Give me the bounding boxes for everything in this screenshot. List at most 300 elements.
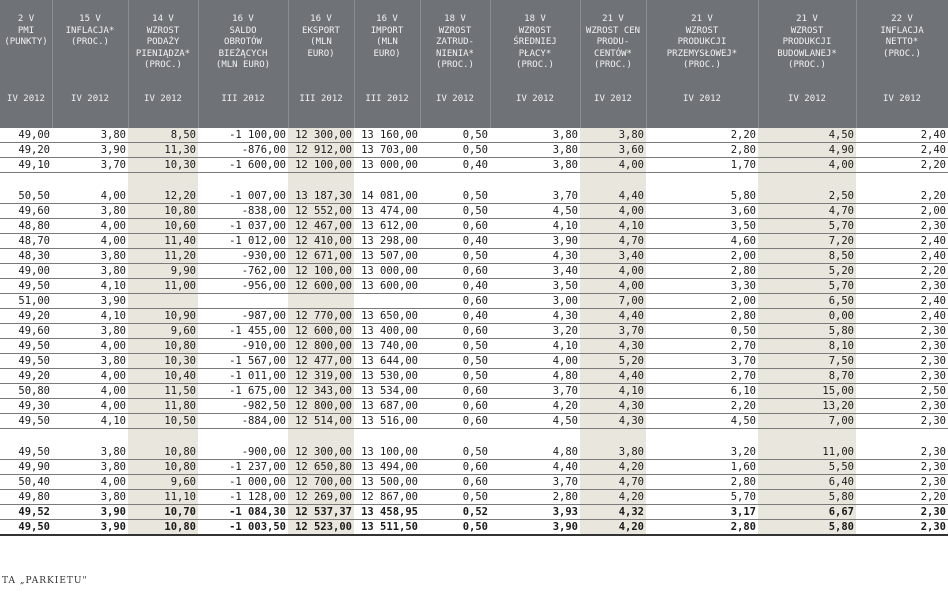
column-divider bbox=[128, 0, 129, 128]
table-cell bbox=[198, 429, 288, 446]
table-cell: 0,60 bbox=[420, 324, 490, 339]
table-row bbox=[0, 219, 948, 234]
table-cell: 10,70 bbox=[128, 505, 198, 520]
table-cell: 12 912,00 bbox=[288, 143, 354, 158]
table-cell: 2,30 bbox=[856, 369, 948, 384]
table-cell: 4,00 bbox=[580, 264, 646, 279]
table-cell: 2,50 bbox=[856, 384, 948, 399]
column-divider bbox=[758, 0, 759, 128]
table-cell: 11,20 bbox=[128, 249, 198, 264]
table-cell: 3,90 bbox=[490, 234, 580, 249]
table-row bbox=[0, 414, 948, 429]
column-header-line: (PROC.) bbox=[144, 60, 182, 70]
column-header-line: (PROC.) bbox=[436, 60, 474, 70]
table-cell: 4,90 bbox=[758, 143, 856, 158]
table-cell: 49,60 bbox=[0, 324, 52, 339]
table-cell: 51,00 bbox=[0, 294, 52, 309]
table-cell bbox=[646, 429, 758, 446]
table-cell: -1 567,00 bbox=[198, 354, 288, 369]
table-cell: 8,50 bbox=[128, 128, 198, 143]
table-cell: 4,20 bbox=[580, 460, 646, 475]
table-cell: 12 537,37 bbox=[288, 505, 354, 520]
table-cell: 13 458,95 bbox=[354, 505, 420, 520]
table-row bbox=[0, 279, 948, 294]
data-table bbox=[0, 128, 948, 536]
table-cell: 6,67 bbox=[758, 505, 856, 520]
table-cell: 13 187,30 bbox=[288, 189, 354, 204]
table-cell: 11,10 bbox=[128, 490, 198, 505]
column-period: IV 2012 bbox=[436, 94, 474, 104]
column-period: IV 2012 bbox=[788, 94, 826, 104]
table-cell: 0,60 bbox=[420, 384, 490, 399]
table-cell: -876,00 bbox=[198, 143, 288, 158]
table-cell: -1 237,00 bbox=[198, 460, 288, 475]
table-row bbox=[0, 324, 948, 339]
table-cell: 7,20 bbox=[758, 234, 856, 249]
table-cell: 50,40 bbox=[0, 475, 52, 490]
table-cell: -956,00 bbox=[198, 279, 288, 294]
table-cell: 4,00 bbox=[580, 204, 646, 219]
table-cell: 0,50 bbox=[420, 354, 490, 369]
table-cell: 12 671,00 bbox=[288, 249, 354, 264]
table-cell: 0,60 bbox=[420, 460, 490, 475]
table-cell: 4,10 bbox=[52, 279, 128, 294]
table-cell: 10,80 bbox=[128, 445, 198, 460]
column-header-line: PMI bbox=[17, 25, 35, 36]
table-cell: 4,50 bbox=[490, 414, 580, 429]
table-cell: 0,50 bbox=[420, 143, 490, 158]
table-cell: 2,30 bbox=[856, 324, 948, 339]
table-cell: 0,50 bbox=[646, 324, 758, 339]
table-cell: -987,00 bbox=[198, 309, 288, 324]
table-cell: 49,50 bbox=[0, 520, 52, 536]
column-header-line: 16 V bbox=[310, 14, 332, 24]
table-cell: 7,50 bbox=[758, 354, 856, 369]
column-header bbox=[0, 14, 52, 104]
column-header-line: (PUNKTY) bbox=[4, 37, 48, 47]
table-cell: 4,40 bbox=[580, 309, 646, 324]
table-cell bbox=[420, 429, 490, 446]
table-cell: 49,00 bbox=[0, 264, 52, 279]
table-cell: 2,20 bbox=[856, 264, 948, 279]
table-cell: 3,80 bbox=[52, 204, 128, 219]
table-cell: 5,80 bbox=[646, 189, 758, 204]
table-cell bbox=[288, 173, 354, 190]
table-cell: 13 534,00 bbox=[354, 384, 420, 399]
table-cell: 12 100,00 bbox=[288, 264, 354, 279]
table-cell: 13 400,00 bbox=[354, 324, 420, 339]
table-cell: 0,50 bbox=[420, 369, 490, 384]
table-cell: 7,00 bbox=[758, 414, 856, 429]
column-header bbox=[856, 14, 948, 104]
table-cell: 3,60 bbox=[580, 143, 646, 158]
table-cell: 8,10 bbox=[758, 339, 856, 354]
table-cell: 2,30 bbox=[856, 339, 948, 354]
table-cell: 10,80 bbox=[128, 520, 198, 536]
table-row bbox=[0, 490, 948, 505]
table-cell: 4,32 bbox=[580, 505, 646, 520]
column-period: III 2012 bbox=[221, 94, 265, 104]
source-note: TA „PARKIETU" bbox=[2, 576, 88, 586]
table-cell: 5,20 bbox=[580, 354, 646, 369]
table-cell: 13 000,00 bbox=[354, 264, 420, 279]
table-cell: 12 410,00 bbox=[288, 234, 354, 249]
table-row bbox=[0, 399, 948, 414]
table-cell: 13 500,00 bbox=[354, 475, 420, 490]
table-cell: 2,80 bbox=[490, 490, 580, 505]
table-cell: 13 650,00 bbox=[354, 309, 420, 324]
table-cell: 3,17 bbox=[646, 505, 758, 520]
table-cell: 3,93 bbox=[490, 505, 580, 520]
table-cell: 3,80 bbox=[490, 143, 580, 158]
summary-row bbox=[0, 520, 948, 536]
table-cell bbox=[198, 173, 288, 190]
table-row bbox=[0, 128, 948, 143]
table-cell: 2,20 bbox=[646, 128, 758, 143]
table-cell: 12 100,00 bbox=[288, 158, 354, 173]
table-cell: 7,00 bbox=[580, 294, 646, 309]
table-cell: 13 511,50 bbox=[354, 520, 420, 536]
table-cell: 3,80 bbox=[52, 324, 128, 339]
column-header-line: (PROC.) bbox=[71, 37, 109, 47]
table-cell: 6,10 bbox=[646, 384, 758, 399]
column-header bbox=[758, 14, 856, 104]
table-cell: -762,00 bbox=[198, 264, 288, 279]
table-cell: 4,80 bbox=[490, 369, 580, 384]
table-cell: 2,30 bbox=[856, 279, 948, 294]
table-cell: 13 644,00 bbox=[354, 354, 420, 369]
column-header-line: 16 V bbox=[232, 14, 254, 24]
table-row bbox=[0, 189, 948, 204]
table-cell: 11,30 bbox=[128, 143, 198, 158]
table-cell: 2,80 bbox=[646, 143, 758, 158]
table-cell: 4,20 bbox=[580, 520, 646, 536]
table-cell: 2,30 bbox=[856, 520, 948, 536]
table-cell: 3,40 bbox=[580, 249, 646, 264]
table-cell: 49,00 bbox=[0, 128, 52, 143]
column-header-line: 18 V bbox=[524, 14, 546, 24]
table-row bbox=[0, 354, 948, 369]
table-cell: 4,30 bbox=[580, 399, 646, 414]
table-cell: 4,00 bbox=[52, 219, 128, 234]
column-header-line: 15 V bbox=[79, 14, 101, 24]
summary-row bbox=[0, 505, 948, 520]
column-divider bbox=[354, 0, 355, 128]
column-header-line: EURO) bbox=[373, 48, 401, 59]
table-cell bbox=[490, 429, 580, 446]
table-cell: 9,60 bbox=[128, 324, 198, 339]
column-divider bbox=[856, 0, 857, 128]
table-cell: 3,80 bbox=[52, 128, 128, 143]
table-row bbox=[0, 204, 948, 219]
table-cell: 0,52 bbox=[420, 505, 490, 520]
column-header-line: SALDO bbox=[229, 25, 257, 36]
table-row bbox=[0, 249, 948, 264]
table-row bbox=[0, 234, 948, 249]
column-header-line: 14 V bbox=[152, 14, 174, 24]
table-cell: 3,70 bbox=[52, 158, 128, 173]
column-header bbox=[52, 14, 128, 104]
table-cell: 2,00 bbox=[856, 204, 948, 219]
table-cell: 1,60 bbox=[646, 460, 758, 475]
column-period: IV 2012 bbox=[883, 94, 921, 104]
table-cell: 12 552,00 bbox=[288, 204, 354, 219]
table-cell: 3,80 bbox=[580, 128, 646, 143]
table-cell: 0,50 bbox=[420, 128, 490, 143]
table-cell: 4,10 bbox=[580, 384, 646, 399]
table-cell: 2,80 bbox=[646, 475, 758, 490]
table-cell: -1 675,00 bbox=[198, 384, 288, 399]
table-row bbox=[0, 445, 948, 460]
table-cell bbox=[354, 294, 420, 309]
column-header-line: WZROST bbox=[518, 25, 552, 36]
table-cell: 10,80 bbox=[128, 460, 198, 475]
column-header-line: PIENIĄDZA* bbox=[135, 48, 191, 59]
table-cell: 4,10 bbox=[52, 414, 128, 429]
column-header bbox=[354, 14, 420, 104]
table-row bbox=[0, 264, 948, 279]
table-cell bbox=[128, 429, 198, 446]
table-cell: 4,30 bbox=[490, 249, 580, 264]
table-cell: 3,70 bbox=[490, 475, 580, 490]
column-header-line: WZROST bbox=[146, 25, 180, 36]
column-header-line: 22 V bbox=[891, 14, 913, 24]
column-header-line: (PROC.) bbox=[683, 60, 721, 70]
table-cell: 4,00 bbox=[580, 279, 646, 294]
column-header-line: 21 V bbox=[691, 14, 713, 24]
column-header-line: 16 V bbox=[376, 14, 398, 24]
table-cell: 4,60 bbox=[646, 234, 758, 249]
table-cell bbox=[490, 173, 580, 190]
column-divider bbox=[52, 0, 53, 128]
spacer-row bbox=[0, 173, 948, 190]
table-cell: 3,80 bbox=[490, 158, 580, 173]
table-cell: 0,60 bbox=[420, 294, 490, 309]
column-header-line: 21 V bbox=[796, 14, 818, 24]
table-cell: 10,50 bbox=[128, 414, 198, 429]
table-cell: 4,40 bbox=[490, 460, 580, 475]
table-cell bbox=[288, 429, 354, 446]
column-divider bbox=[288, 0, 289, 128]
table-cell: 49,80 bbox=[0, 490, 52, 505]
table-cell: 49,50 bbox=[0, 414, 52, 429]
table-row bbox=[0, 158, 948, 173]
table-cell: 3,70 bbox=[580, 324, 646, 339]
table-cell: 1,70 bbox=[646, 158, 758, 173]
table-cell: 3,80 bbox=[52, 249, 128, 264]
table-cell: 4,00 bbox=[52, 339, 128, 354]
table-cell: 12,20 bbox=[128, 189, 198, 204]
table-cell: 0,40 bbox=[420, 309, 490, 324]
table-cell: -1 007,00 bbox=[198, 189, 288, 204]
table-cell: 5,80 bbox=[758, 490, 856, 505]
table-cell: 12 269,00 bbox=[288, 490, 354, 505]
table-cell: 2,40 bbox=[856, 128, 948, 143]
table-cell: 4,30 bbox=[580, 414, 646, 429]
table-cell: 13 600,00 bbox=[354, 279, 420, 294]
table-cell: 6,50 bbox=[758, 294, 856, 309]
table-cell: 2,80 bbox=[646, 309, 758, 324]
column-header-line: (PROC.) bbox=[883, 48, 921, 59]
table-cell: -1 037,00 bbox=[198, 219, 288, 234]
table-cell: -884,00 bbox=[198, 414, 288, 429]
column-divider bbox=[646, 0, 647, 128]
table-cell: 0,40 bbox=[420, 158, 490, 173]
column-header-line: NETTO* bbox=[885, 37, 919, 47]
table-cell: 2,30 bbox=[856, 414, 948, 429]
column-period: III 2012 bbox=[299, 94, 343, 104]
table-cell bbox=[580, 173, 646, 190]
table-cell: 0,50 bbox=[420, 339, 490, 354]
column-header bbox=[490, 14, 580, 104]
column-period: IV 2012 bbox=[144, 94, 182, 104]
table-cell: -1 003,50 bbox=[198, 520, 288, 536]
table-cell: 12 300,00 bbox=[288, 128, 354, 143]
table-cell: 10,80 bbox=[128, 339, 198, 354]
column-header-line: ZATRUD- bbox=[436, 37, 474, 47]
table-cell: 4,00 bbox=[52, 369, 128, 384]
table-cell: 0,00 bbox=[758, 309, 856, 324]
table-cell: 13 703,00 bbox=[354, 143, 420, 158]
table-cell: 0,60 bbox=[420, 219, 490, 234]
table-cell: 0,50 bbox=[420, 204, 490, 219]
table-cell: 4,70 bbox=[580, 475, 646, 490]
table-cell: 13 160,00 bbox=[354, 128, 420, 143]
column-header bbox=[646, 14, 758, 104]
table-cell: 2,70 bbox=[646, 339, 758, 354]
column-divider bbox=[198, 0, 199, 128]
table-cell: 0,50 bbox=[420, 249, 490, 264]
table-cell: 4,10 bbox=[580, 219, 646, 234]
table-cell bbox=[354, 429, 420, 446]
table-cell: 3,40 bbox=[490, 264, 580, 279]
table-cell bbox=[580, 429, 646, 446]
table-cell: 13 474,00 bbox=[354, 204, 420, 219]
table-cell: 13 530,00 bbox=[354, 369, 420, 384]
table-cell: 6,40 bbox=[758, 475, 856, 490]
table-cell: 10,30 bbox=[128, 158, 198, 173]
table-cell: 10,90 bbox=[128, 309, 198, 324]
table-cell: 4,00 bbox=[52, 384, 128, 399]
column-header-line: WZROST bbox=[685, 25, 719, 36]
table-cell: 4,00 bbox=[52, 399, 128, 414]
table-cell: 0,50 bbox=[420, 520, 490, 536]
table-cell: 14 081,00 bbox=[354, 189, 420, 204]
table-cell: 3,90 bbox=[52, 505, 128, 520]
table-cell bbox=[52, 429, 128, 446]
table-cell: 2,20 bbox=[856, 158, 948, 173]
table-row bbox=[0, 384, 948, 399]
table-row bbox=[0, 339, 948, 354]
table-cell: 2,20 bbox=[646, 399, 758, 414]
table-cell: 3,50 bbox=[646, 219, 758, 234]
table-cell: 4,00 bbox=[52, 189, 128, 204]
table-cell: 5,70 bbox=[758, 219, 856, 234]
table-cell: 11,50 bbox=[128, 384, 198, 399]
table-cell: 4,00 bbox=[758, 158, 856, 173]
table-cell: 2,40 bbox=[856, 143, 948, 158]
column-header-line: PŁACY* bbox=[518, 48, 552, 59]
column-header-line: INFLACJA bbox=[880, 25, 924, 36]
column-header-line: PRODUKCJI bbox=[677, 37, 727, 47]
table-cell: 2,30 bbox=[856, 460, 948, 475]
table-cell: 13 612,00 bbox=[354, 219, 420, 234]
column-header bbox=[288, 14, 354, 104]
table-cell: 10,30 bbox=[128, 354, 198, 369]
table-cell: 3,70 bbox=[490, 189, 580, 204]
table-cell: 49,50 bbox=[0, 339, 52, 354]
column-header-line: NIENIA* bbox=[436, 48, 474, 59]
table-cell: 2,30 bbox=[856, 505, 948, 520]
table-cell: 13 740,00 bbox=[354, 339, 420, 354]
column-header-line: EKSPORT bbox=[302, 25, 340, 36]
table-cell: 0,50 bbox=[420, 189, 490, 204]
table-cell: 9,90 bbox=[128, 264, 198, 279]
column-header-line: BUDOWLANEJ* bbox=[777, 48, 837, 59]
table-cell: 12 800,00 bbox=[288, 399, 354, 414]
column-header-line: 2 V bbox=[17, 14, 35, 24]
column-header-line: (MLN bbox=[310, 37, 332, 47]
table-cell: 12 770,00 bbox=[288, 309, 354, 324]
table-cell: 4,10 bbox=[490, 219, 580, 234]
table-cell: 2,80 bbox=[646, 520, 758, 536]
table-cell bbox=[856, 173, 948, 190]
table-cell: 12 800,00 bbox=[288, 339, 354, 354]
table-cell: 4,40 bbox=[580, 189, 646, 204]
table-cell: -1 000,00 bbox=[198, 475, 288, 490]
table-cell: 2,30 bbox=[856, 399, 948, 414]
column-header-line: (MLN bbox=[376, 37, 398, 47]
table-cell: 2,40 bbox=[856, 294, 948, 309]
table-cell bbox=[354, 173, 420, 190]
column-header-line: (PROC.) bbox=[516, 60, 554, 70]
table-cell: 3,60 bbox=[646, 204, 758, 219]
table-cell: 48,80 bbox=[0, 219, 52, 234]
table-cell bbox=[420, 173, 490, 190]
table-cell: 4,70 bbox=[580, 234, 646, 249]
column-header bbox=[580, 14, 646, 104]
table-cell: -1 600,00 bbox=[198, 158, 288, 173]
table-cell: 11,00 bbox=[128, 279, 198, 294]
table-cell: 4,10 bbox=[52, 309, 128, 324]
table-cell: 13 298,00 bbox=[354, 234, 420, 249]
column-period: IV 2012 bbox=[71, 94, 109, 104]
table-cell: 12 867,00 bbox=[354, 490, 420, 505]
table-cell: 12 477,00 bbox=[288, 354, 354, 369]
table-cell: 2,30 bbox=[856, 354, 948, 369]
table-cell: 5,70 bbox=[758, 279, 856, 294]
table-cell: 0,50 bbox=[420, 445, 490, 460]
table-cell: 4,30 bbox=[580, 339, 646, 354]
table-cell bbox=[758, 173, 856, 190]
table-cell: 2,00 bbox=[646, 249, 758, 264]
table-cell: -910,00 bbox=[198, 339, 288, 354]
table-cell: 2,80 bbox=[646, 264, 758, 279]
column-header-line: PODAŻY bbox=[146, 37, 180, 47]
table-cell: 13 000,00 bbox=[354, 158, 420, 173]
table-cell: 13 507,00 bbox=[354, 249, 420, 264]
table-cell: 49,50 bbox=[0, 354, 52, 369]
table-cell: 4,50 bbox=[646, 414, 758, 429]
table-cell bbox=[52, 173, 128, 190]
table-cell: 0,40 bbox=[420, 279, 490, 294]
table-cell: 3,20 bbox=[490, 324, 580, 339]
table-cell: 8,50 bbox=[758, 249, 856, 264]
table-cell: -1 100,00 bbox=[198, 128, 288, 143]
table-cell: 13 100,00 bbox=[354, 445, 420, 460]
table-cell: 2,40 bbox=[856, 234, 948, 249]
column-header-line: IMPORT bbox=[370, 25, 404, 36]
